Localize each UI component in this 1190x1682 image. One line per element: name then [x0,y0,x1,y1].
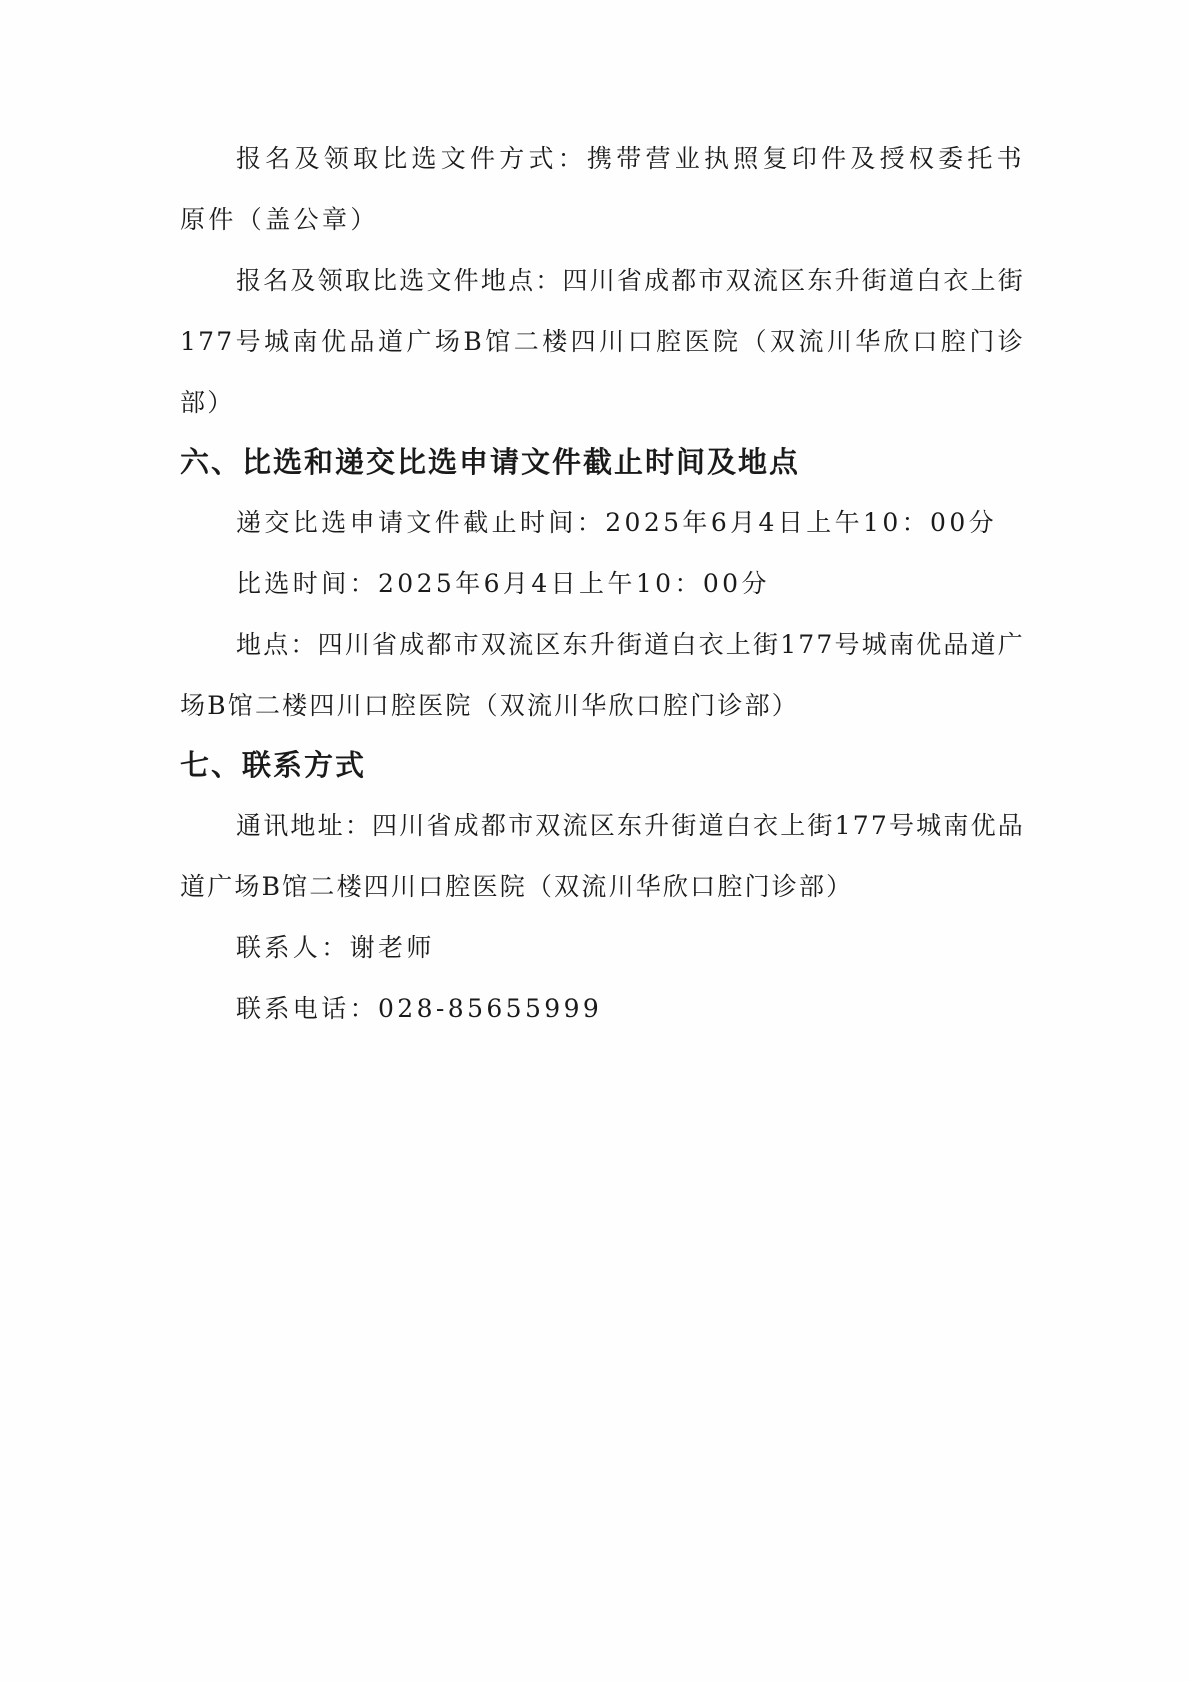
section-6-heading: 六、比选和递交比选申请文件截止时间及地点 [180,445,801,479]
document-body [180,128,1025,1039]
selection-location: 地点：四川省成都市双流区东升街道白衣上街177号城南优品道广场B馆二楼四川口腔医院（双流川华欣口腔门诊部） [180,630,1025,720]
section-7-heading: 七、联系方式 [180,748,367,782]
mailing-address: 通讯地址：四川省成都市双流区东升街道白衣上街177号城南优品道广场B馆二楼四川口腔医院（双流川华欣口腔门诊部） [180,811,1025,901]
registration-method: 报名及领取比选文件方式：携带营业执照复印件及授权委托书原件（盖公章） [180,144,1025,234]
registration-location: 报名及领取比选文件地点：四川省成都市双流区东升街道白衣上街177号城南优品道广场B馆二楼四川口腔医院（双流川华欣口腔门诊部） [180,266,1025,417]
contact-person: 联系人：谢老师 [236,933,435,962]
contact-phone: 联系电话：028-85655999 [236,994,603,1023]
submission-deadline: 递交比选申请文件截止时间：2025年6月4日上午10：00分 [236,508,998,537]
selection-time: 比选时间：2025年6月4日上午10：00分 [236,569,770,598]
